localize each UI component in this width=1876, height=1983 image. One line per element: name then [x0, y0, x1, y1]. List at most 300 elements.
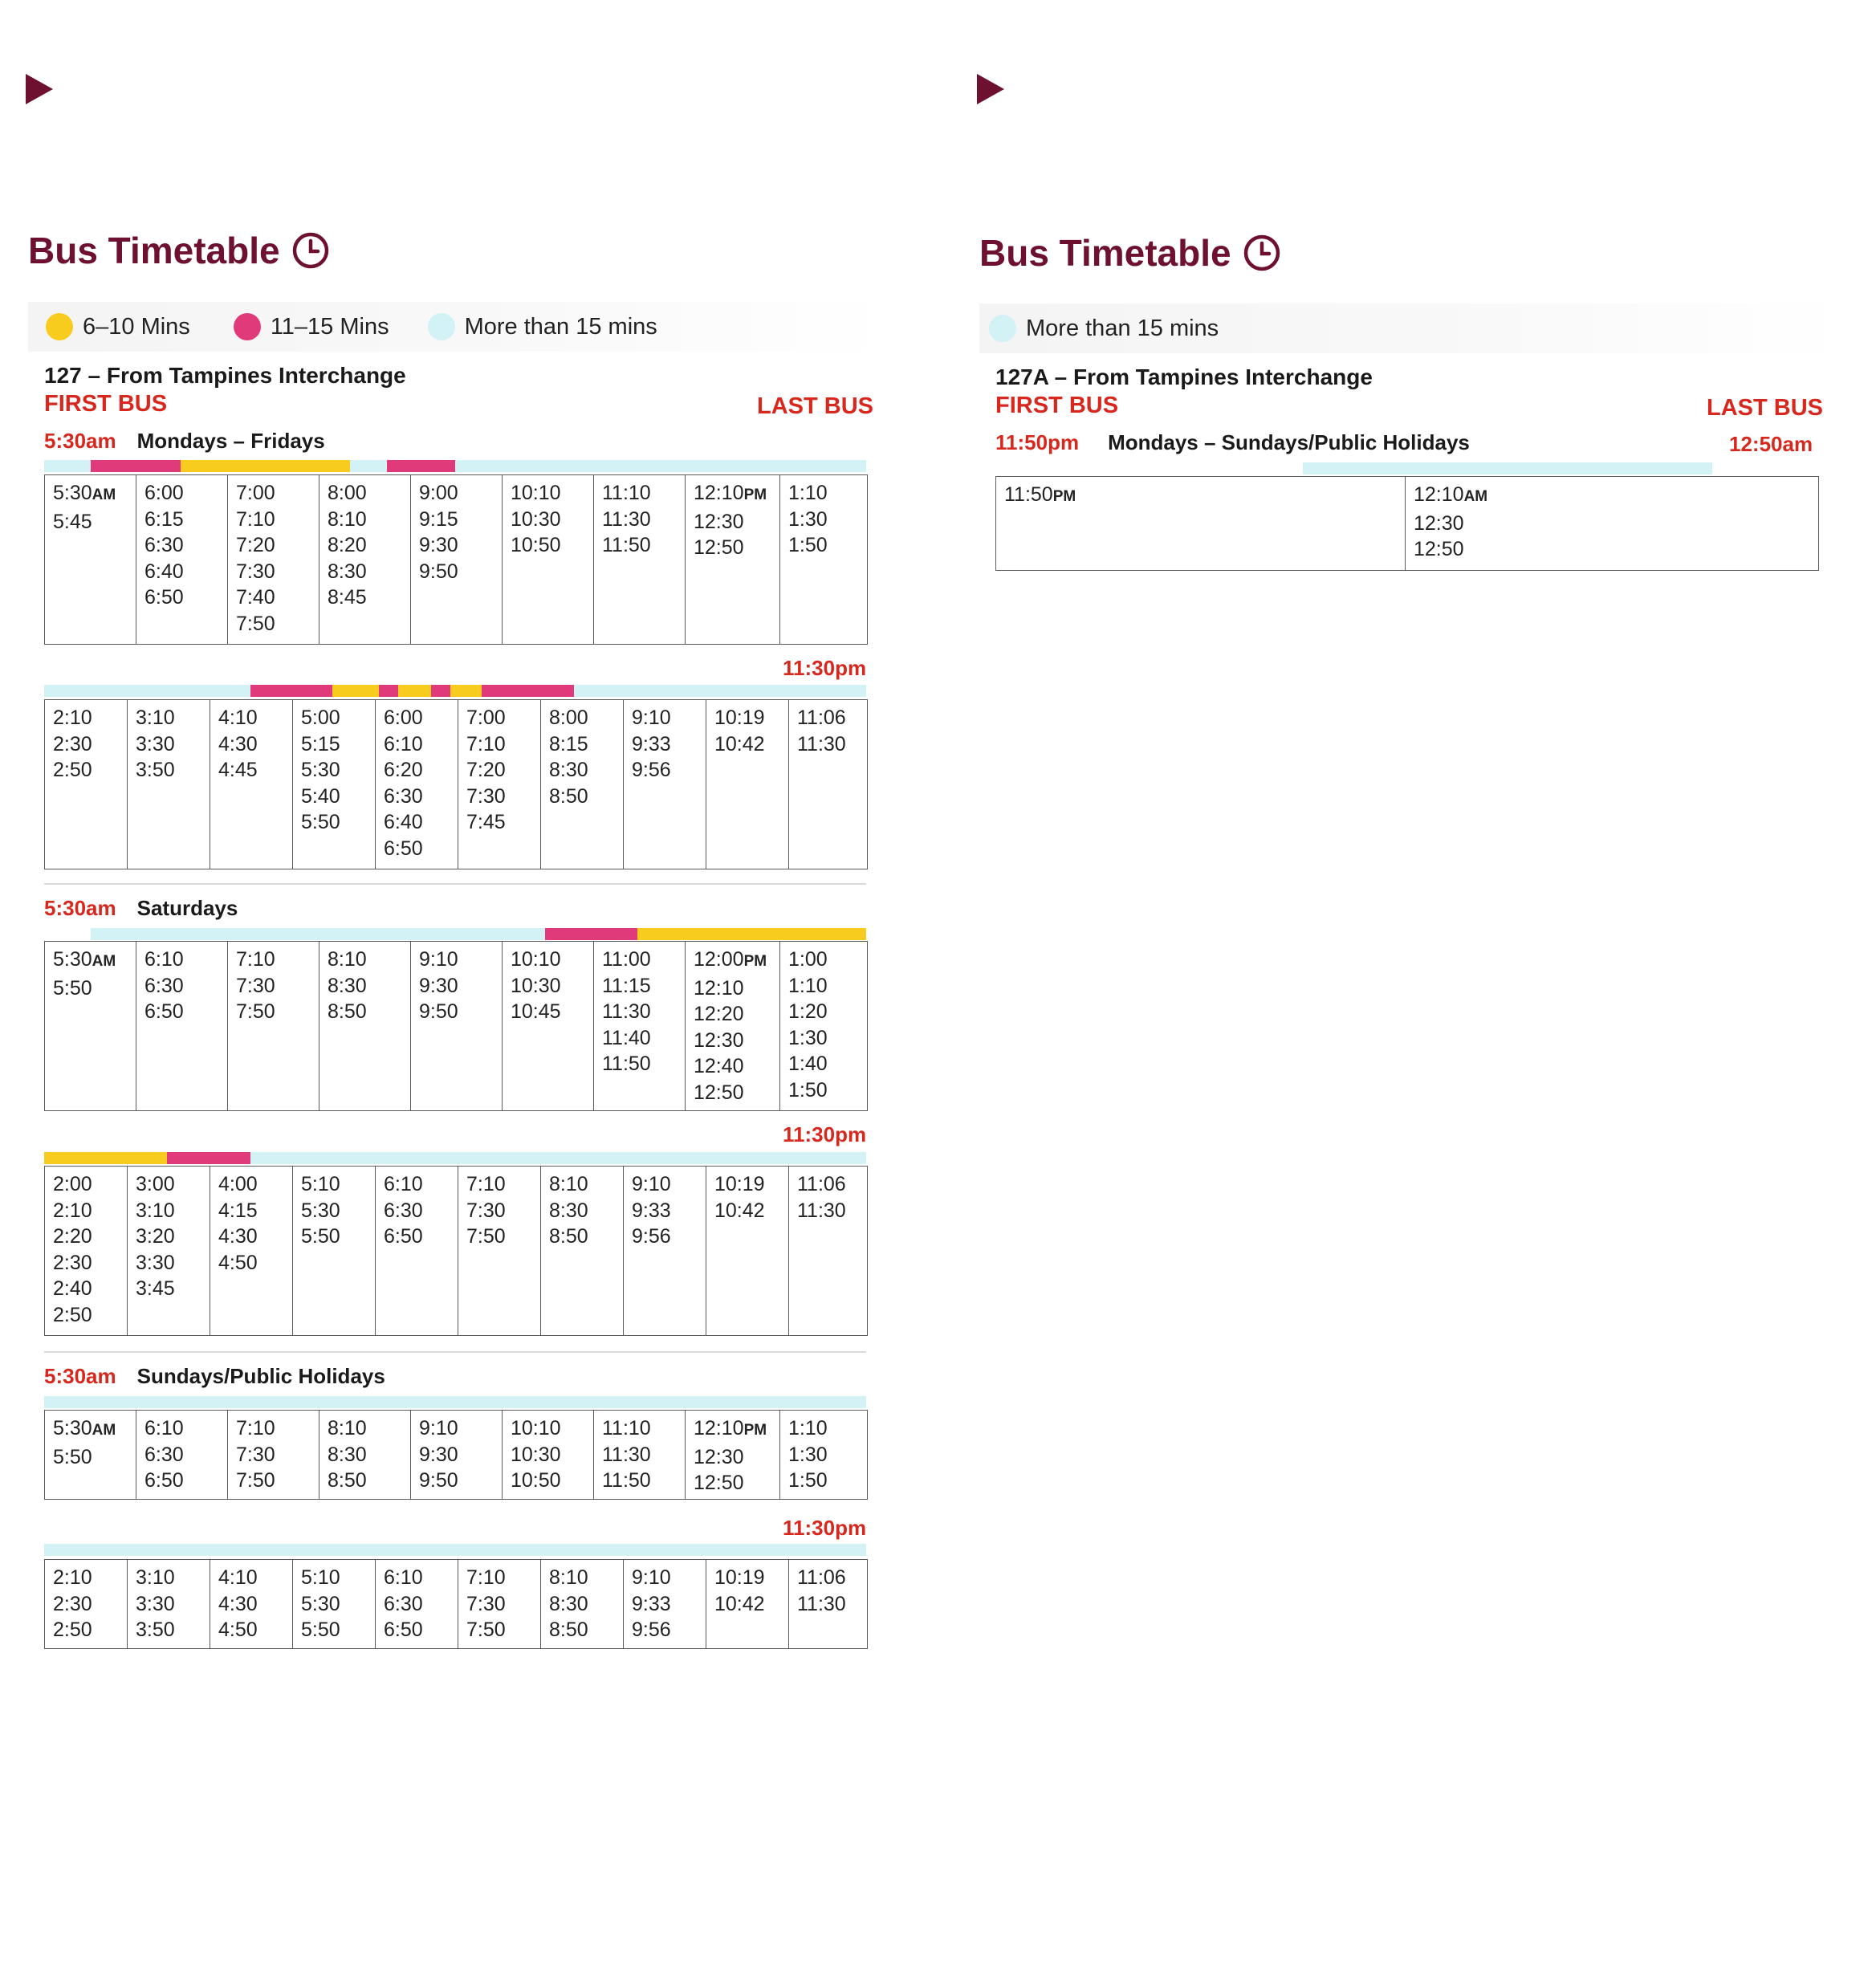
last-bus-label: LAST BUS	[757, 393, 873, 419]
departure-time: 9:00	[419, 482, 458, 504]
section-arrow-icon	[977, 74, 1004, 104]
departure-time: 4:30	[218, 1592, 258, 1615]
timetable-column	[503, 475, 594, 644]
departure-time: 5:30	[301, 759, 340, 781]
departure-time: 5:15	[301, 732, 340, 755]
departure-time: 3:10	[136, 1199, 175, 1222]
departure-time: 12:40	[694, 1055, 744, 1077]
departure-time: 9:33	[632, 1592, 671, 1615]
departure-time: 2:00	[53, 1173, 92, 1195]
day-name: Mondays – Sundays/Public Holidays	[1108, 430, 1470, 454]
departure-time: 6:50	[384, 1225, 423, 1248]
departure-time: 6:00	[384, 706, 423, 729]
timetable-column	[128, 700, 210, 869]
timetable-column	[376, 1167, 458, 1335]
divider	[44, 1351, 866, 1353]
timetable-column	[706, 700, 789, 869]
departure-time: 4:00	[218, 1173, 258, 1195]
timetable-column	[789, 700, 869, 869]
departure-time: 8:10	[549, 1566, 588, 1589]
departure-time: 5:45	[53, 510, 92, 533]
departure-time: 2:30	[53, 1592, 92, 1615]
divider	[44, 883, 866, 885]
timetable-column	[594, 942, 686, 1110]
departure-time: 1:30	[788, 507, 828, 531]
departure-time: 1:50	[788, 534, 828, 556]
departure-time: 6:30	[384, 784, 423, 808]
frequency-bar	[1303, 462, 1712, 474]
timetable-column	[503, 1411, 594, 1499]
departure-time: 10:30	[511, 1443, 561, 1466]
timetable-column	[789, 1560, 869, 1648]
departure-time: 8:30	[549, 759, 588, 781]
route-heading: 127A – From Tampines Interchange	[995, 364, 1373, 389]
timetable-column	[458, 1560, 541, 1648]
departure-time: 7:10	[236, 507, 275, 531]
frequency-bar	[44, 1152, 866, 1164]
departure-time: 5:30	[301, 1592, 340, 1615]
departure-time: 11:06	[797, 1566, 846, 1589]
day-name: Mondays – Fridays	[136, 429, 325, 453]
timetable-column	[996, 477, 1406, 570]
departure-time: 12:10	[694, 976, 744, 1000]
departure-time: 8:30	[328, 974, 367, 997]
timetable-column	[458, 1167, 541, 1335]
departure-time: 8:50	[549, 1619, 588, 1641]
timetable-column	[128, 1560, 210, 1648]
departure-time: 7:45	[466, 811, 506, 833]
departure-time: 4:10	[218, 706, 258, 729]
departure-time: 7:50	[466, 1225, 506, 1248]
departure-time: 6:50	[384, 837, 423, 860]
timetable-column	[136, 475, 228, 644]
day-label	[995, 430, 1470, 455]
frequency-bar	[44, 1544, 866, 1556]
timetable-column	[128, 1167, 210, 1335]
departure-time: 1:10	[788, 1417, 828, 1439]
timetable-column	[136, 942, 228, 1110]
departure-time: 8:30	[549, 1592, 588, 1615]
departure-time: 7:30	[236, 1443, 275, 1466]
first-bus-label: FIRST BUS	[44, 391, 168, 417]
departure-time: 9:56	[632, 1225, 671, 1248]
departure-time: 2:50	[53, 1303, 92, 1326]
departure-time: 7:50	[236, 1469, 275, 1492]
departure-time: 2:40	[53, 1277, 92, 1300]
departure-time: 3:50	[136, 1619, 175, 1641]
departure-time: 7:50	[236, 612, 275, 635]
timetable-column	[1406, 477, 1817, 570]
departure-time: 9:10	[419, 948, 458, 971]
departure-time: 8:10	[328, 1417, 367, 1439]
section-arrow-icon	[26, 74, 53, 104]
timetable-column	[228, 1411, 319, 1499]
last-bus-label: LAST BUS	[1707, 395, 1823, 421]
timetable-column	[458, 700, 541, 869]
timetable-pm	[44, 699, 868, 869]
timetable-column	[780, 1411, 867, 1499]
timetable-column	[624, 700, 706, 869]
timetable-column	[45, 942, 136, 1110]
departure-time: 5:30AM	[53, 482, 116, 504]
departure-time: 12:10PM	[694, 1417, 767, 1439]
departure-time: 4:45	[218, 759, 258, 781]
departure-time: 8:50	[549, 1225, 588, 1248]
timetable-column	[594, 475, 686, 644]
departure-time: 6:40	[144, 560, 184, 583]
page-title	[979, 231, 1281, 275]
day-label	[44, 429, 325, 454]
timetable-pm	[44, 1166, 868, 1336]
departure-time: 11:30	[602, 507, 651, 531]
departure-time: 12:10PM	[694, 482, 767, 504]
clock-icon	[291, 231, 330, 270]
timetable-column	[541, 1167, 624, 1335]
last-time: 11:30pm	[783, 1516, 867, 1540]
departure-time: 2:50	[53, 1619, 92, 1641]
legend-label: More than 15 mins	[1026, 315, 1219, 341]
departure-time: 8:30	[328, 560, 367, 583]
departure-time: 1:20	[788, 1000, 828, 1023]
day-label	[44, 1364, 385, 1389]
departure-time: 2:10	[53, 1199, 92, 1222]
timetable-column	[210, 1560, 293, 1648]
first-bus-label: FIRST BUS	[995, 393, 1119, 418]
departure-time: 11:06	[797, 1173, 846, 1195]
frequency-bar	[44, 685, 866, 697]
departure-time: 4:15	[218, 1199, 258, 1222]
departure-time: 8:50	[328, 1000, 367, 1023]
timetable-pm	[44, 1559, 868, 1649]
departure-time: 9:50	[419, 1000, 458, 1023]
departure-time: 6:30	[144, 534, 184, 556]
departure-time: 6:10	[384, 1173, 423, 1195]
departure-time: 2:10	[53, 1566, 92, 1589]
legend-item-pink	[234, 313, 389, 340]
frequency-bar	[44, 928, 866, 940]
departure-time: 6:50	[144, 1469, 184, 1492]
departure-time: 3:45	[136, 1277, 175, 1300]
departure-time: 6:40	[384, 811, 423, 833]
departure-time: 4:50	[218, 1619, 258, 1641]
departure-time: 4:30	[218, 732, 258, 755]
departure-time: 8:30	[328, 1443, 367, 1466]
timetable-column	[293, 700, 376, 869]
timetable-column	[45, 1560, 128, 1648]
timetable-column	[376, 700, 458, 869]
legend-item-yellow	[46, 313, 190, 340]
legend-label: 6–10 Mins	[83, 313, 190, 340]
departure-time: 9:30	[419, 974, 458, 997]
departure-time: 3:00	[136, 1173, 175, 1195]
day-name: Saturdays	[136, 896, 238, 920]
departure-time: 5:00	[301, 706, 340, 729]
departure-time: 8:10	[328, 507, 367, 531]
title-text: Bus Timetable	[979, 232, 1231, 274]
departure-time: 10:19	[714, 706, 765, 729]
timetable-column	[706, 1560, 789, 1648]
departure-time: 12:10AM	[1414, 483, 1488, 506]
departure-time: 10:50	[511, 534, 561, 556]
departure-time: 3:20	[136, 1225, 175, 1248]
departure-time: 1:30	[788, 1443, 828, 1466]
departure-time: 9:15	[419, 507, 458, 531]
timetable-column	[411, 942, 503, 1110]
departure-time: 12:50	[1414, 538, 1464, 560]
departure-time: 5:50	[53, 976, 92, 1000]
departure-time: 9:10	[419, 1417, 458, 1439]
departure-time: 3:10	[136, 1566, 175, 1589]
departure-time: 7:20	[466, 759, 506, 781]
timetable-column	[411, 1411, 503, 1499]
day-name: Sundays/Public Holidays	[136, 1364, 385, 1388]
departure-time: 7:00	[236, 482, 275, 504]
departure-time: 5:50	[301, 811, 340, 833]
timetable-column	[293, 1560, 376, 1648]
departure-time: 1:30	[788, 1026, 828, 1049]
departure-time: 9:10	[632, 706, 671, 729]
departure-time: 2:30	[53, 732, 92, 755]
first-time: 11:50pm	[995, 430, 1080, 454]
departure-time: 5:50	[53, 1445, 92, 1468]
timetable-column	[210, 700, 293, 869]
departure-time: 2:30	[53, 1251, 92, 1274]
departure-time: 10:30	[511, 507, 561, 531]
departure-time: 5:10	[301, 1173, 340, 1195]
departure-time: 11:06	[797, 706, 846, 729]
departure-time: 6:30	[144, 974, 184, 997]
departure-time: 9:10	[632, 1173, 671, 1195]
departure-time: 6:50	[144, 586, 184, 609]
departure-time: 12:30	[694, 1445, 744, 1468]
departure-time: 8:15	[549, 732, 588, 755]
timetable-column	[503, 942, 594, 1110]
departure-time: 2:50	[53, 759, 92, 781]
departure-time: 5:50	[301, 1225, 340, 1248]
departure-time: 8:10	[328, 948, 367, 971]
timetable-column	[594, 1411, 686, 1499]
day-label	[44, 896, 238, 921]
departure-time: 7:10	[236, 1417, 275, 1439]
departure-time: 7:30	[236, 974, 275, 997]
legend	[979, 303, 1846, 353]
departure-time: 5:40	[301, 784, 340, 808]
departure-time: 10:30	[511, 974, 561, 997]
first-time: 5:30am	[44, 1364, 116, 1388]
legend-label: More than 15 mins	[464, 313, 657, 340]
timetable-column	[686, 942, 780, 1110]
clock-icon	[1243, 234, 1281, 272]
departure-time: 12:50	[694, 536, 744, 559]
departure-time: 7:20	[236, 534, 275, 556]
departure-time: 9:30	[419, 534, 458, 556]
right-page	[955, 0, 1876, 1983]
departure-time: 10:50	[511, 1469, 561, 1492]
departure-time: 10:10	[511, 948, 561, 971]
departure-time: 1:50	[788, 1078, 828, 1101]
departure-time: 6:50	[384, 1619, 423, 1641]
timetable-column	[780, 475, 867, 644]
page-title	[28, 229, 330, 272]
legend-item-cyan	[428, 313, 657, 340]
departure-time: 7:10	[466, 1566, 506, 1589]
departure-time: 8:00	[549, 706, 588, 729]
departure-time: 6:30	[144, 1443, 184, 1466]
timetable-column	[136, 1411, 228, 1499]
departure-time: 1:10	[788, 482, 828, 504]
cyan-dot-icon	[989, 315, 1016, 342]
departure-time: 9:10	[632, 1566, 671, 1589]
timetable-column	[293, 1167, 376, 1335]
timetable-column	[45, 475, 136, 644]
route-heading: 127 – From Tampines Interchange	[44, 363, 406, 388]
timetable-column	[624, 1560, 706, 1648]
timetable-column	[686, 1411, 780, 1499]
departure-time: 7:30	[466, 1592, 506, 1615]
departure-time: 5:30AM	[53, 1417, 116, 1439]
departure-time: 11:30	[797, 1592, 846, 1615]
departure-time: 7:30	[236, 560, 275, 583]
timetable-am	[44, 1410, 868, 1500]
departure-time: 7:30	[466, 784, 506, 808]
departure-time: 9:33	[632, 732, 671, 755]
departure-time: 8:50	[549, 784, 588, 808]
departure-time: 8:20	[328, 534, 367, 556]
departure-time: 12:20	[694, 1003, 744, 1025]
departure-time: 3:50	[136, 759, 175, 781]
timetable-column	[541, 700, 624, 869]
departure-time: 11:10	[602, 482, 651, 504]
departure-time: 11:30	[797, 732, 846, 755]
departure-time: 12:00PM	[694, 948, 767, 971]
departure-time: 11:15	[602, 974, 651, 997]
departure-time: 10:19	[714, 1566, 765, 1589]
departure-time: 9:50	[419, 1469, 458, 1492]
timetable-column	[706, 1167, 789, 1335]
timetable-column	[45, 700, 128, 869]
departure-time: 12:50	[694, 1081, 744, 1104]
departure-time: 10:42	[714, 1592, 765, 1615]
departure-time: 7:50	[466, 1619, 506, 1641]
timetable-am	[44, 474, 868, 645]
departure-time: 5:30	[301, 1199, 340, 1222]
yellow-dot-icon	[46, 313, 73, 340]
departure-time: 4:50	[218, 1251, 258, 1274]
departure-time: 11:00	[602, 948, 651, 971]
departure-time: 12:30	[694, 510, 744, 533]
timetable-column	[228, 942, 319, 1110]
first-time: 5:30am	[44, 429, 116, 453]
departure-time: 9:56	[632, 1619, 671, 1641]
departure-time: 2:20	[53, 1225, 92, 1248]
legend-item-cyan	[989, 315, 1219, 342]
departure-time: 6:50	[144, 1000, 184, 1023]
departure-time: 10:10	[511, 482, 561, 504]
timetable-column	[376, 1560, 458, 1648]
departure-time: 7:00	[466, 706, 506, 729]
pink-dot-icon	[234, 313, 261, 340]
timetable-column	[541, 1560, 624, 1648]
departure-time: 3:10	[136, 706, 175, 729]
departure-time: 12:50	[694, 1472, 744, 1494]
timetable-am	[44, 941, 868, 1111]
timetable-column	[319, 1411, 411, 1499]
departure-time: 8:00	[328, 482, 367, 504]
departure-time: 10:42	[714, 732, 765, 755]
last-time: 11:30pm	[783, 656, 867, 680]
frequency-bar	[44, 1396, 866, 1408]
departure-time: 11:30	[797, 1199, 846, 1222]
departure-time: 8:30	[549, 1199, 588, 1222]
departure-time: 11:50	[602, 534, 651, 556]
departure-time: 4:30	[218, 1225, 258, 1248]
departure-time: 12:30	[1414, 511, 1464, 535]
departure-time: 11:40	[602, 1026, 651, 1049]
timetable-column	[624, 1167, 706, 1335]
departure-time: 7:50	[236, 1000, 275, 1023]
departure-time: 11:10	[602, 1417, 651, 1439]
departure-time: 1:40	[788, 1053, 828, 1075]
departure-time: 6:10	[384, 732, 423, 755]
departure-time: 6:15	[144, 507, 184, 531]
departure-time: 9:56	[632, 759, 671, 781]
departure-time: 10:42	[714, 1199, 765, 1222]
departure-time: 7:10	[466, 732, 506, 755]
frequency-bar	[44, 460, 866, 472]
departure-time: 10:10	[511, 1417, 561, 1439]
timetable-column	[686, 475, 780, 644]
departure-time: 6:10	[144, 948, 184, 971]
departure-time: 11:30	[602, 1443, 651, 1466]
departure-time: 6:10	[384, 1566, 423, 1589]
departure-time: 1:50	[788, 1469, 828, 1492]
departure-time: 9:50	[419, 560, 458, 583]
departure-time: 5:50	[301, 1619, 340, 1641]
cyan-dot-icon	[428, 313, 455, 340]
first-time: 5:30am	[44, 896, 116, 920]
departure-time: 5:10	[301, 1566, 340, 1589]
timetable-column	[319, 942, 411, 1110]
legend-label: 11–15 Mins	[270, 313, 389, 340]
departure-time: 8:45	[328, 586, 367, 609]
departure-time: 7:30	[466, 1199, 506, 1222]
timetable-column	[45, 1167, 128, 1335]
departure-time: 9:33	[632, 1199, 671, 1222]
departure-time: 7:10	[236, 948, 275, 971]
departure-time: 7:10	[466, 1173, 506, 1195]
timetable-column	[45, 1411, 136, 1499]
timetable-column	[210, 1167, 293, 1335]
departure-time: 2:10	[53, 706, 92, 729]
departure-time: 3:30	[136, 1592, 175, 1615]
departure-time: 4:10	[218, 1566, 258, 1589]
departure-time: 8:10	[549, 1173, 588, 1195]
departure-time: 11:50	[602, 1053, 651, 1075]
timetable-column	[780, 942, 867, 1110]
departure-time: 12:30	[694, 1028, 744, 1052]
timetable-column	[319, 475, 411, 644]
departure-time: 9:30	[419, 1443, 458, 1466]
timetable-column	[228, 475, 319, 644]
departure-time: 5:30AM	[53, 948, 116, 971]
last-time: 12:50am	[1729, 432, 1813, 456]
departure-time: 6:30	[384, 1592, 423, 1615]
timetable	[995, 476, 1819, 571]
departure-time: 6:30	[384, 1199, 423, 1222]
legend	[28, 302, 887, 352]
title-text: Bus Timetable	[28, 230, 280, 271]
last-time: 11:30pm	[783, 1122, 867, 1146]
